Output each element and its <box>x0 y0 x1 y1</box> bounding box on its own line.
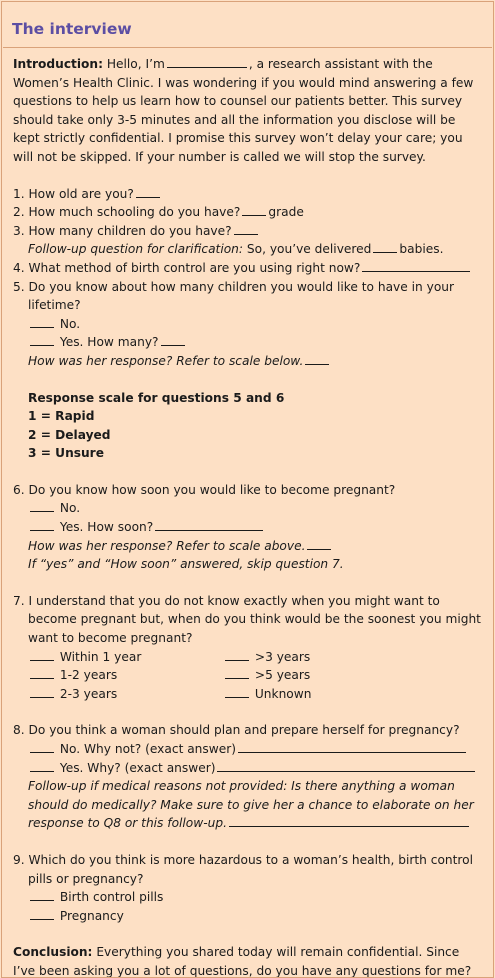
question-3 <box>13 222 483 241</box>
question-8-followup <box>13 777 483 833</box>
scale-heading: Response scale for questions 5 and 6 <box>28 390 285 405</box>
q5-no-blank[interactable] <box>30 315 54 328</box>
children-blank[interactable] <box>234 222 258 235</box>
interview-content <box>13 55 483 978</box>
question-3-followup <box>13 240 483 259</box>
age-blank[interactable] <box>136 185 160 198</box>
q6-response-blank[interactable] <box>307 537 331 550</box>
q5-yes-blank[interactable] <box>30 333 54 346</box>
grade-label: grade <box>268 205 304 220</box>
spacer <box>13 463 483 481</box>
spacer <box>13 833 483 851</box>
followup-text-a: So, you’ve delivered <box>246 242 372 257</box>
q7-option-label: 2-3 years <box>59 686 118 701</box>
question-7: 7. I understand that you do not know exactly when you might want to become pregnant but, when do you think would be the soonest you might want to become pregnant? <box>13 593 481 646</box>
question-9: 9. Which do you think is more hazardous to a woman’s health, birth control pills or pregnancy? <box>13 852 474 886</box>
spacer <box>13 574 483 592</box>
followup-text-b: babies. <box>399 242 444 257</box>
question-8: 8. Do you think a woman should plan and prepare herself for pregnancy? <box>13 723 460 738</box>
scale-item-rapid: 1 = Rapid <box>28 409 95 424</box>
spacer <box>13 167 483 185</box>
spacer <box>13 371 483 389</box>
followup-label: Follow-up question for clarification: <box>28 242 244 257</box>
question-7-options <box>13 648 483 704</box>
q7-option-label: >5 years <box>254 668 311 683</box>
q5-yes-label: Yes. How many? <box>59 335 159 350</box>
scale-item-delayed: 2 = Delayed <box>28 427 111 442</box>
spacer <box>13 925 483 943</box>
birth-control-blank[interactable] <box>362 259 470 272</box>
q7-option <box>223 685 418 704</box>
q7-option <box>28 648 223 667</box>
question-4-text: 4. What method of birth control are you using right now? <box>13 260 361 275</box>
question-9-option-pregnancy <box>13 907 483 926</box>
question-3-text: 3. How many children do you have? <box>13 223 232 238</box>
page-title: The interview <box>12 20 132 38</box>
question-5: 5. Do you know about how many children you would like to have in your lifetime? <box>13 279 455 313</box>
question-2 <box>13 203 483 222</box>
q7-blank[interactable] <box>30 648 54 661</box>
q8-why-blank[interactable] <box>217 759 475 772</box>
q8-no-blank[interactable] <box>30 740 54 753</box>
q6-how-soon-blank[interactable] <box>155 518 263 531</box>
q7-blank[interactable] <box>225 685 249 698</box>
q6-yes-label: Yes. How soon? <box>59 520 154 535</box>
scale-item-unsure: 3 = Unsure <box>28 446 104 461</box>
q7-blank[interactable] <box>30 685 54 698</box>
q5-response-blank[interactable] <box>305 352 329 365</box>
q7-option <box>28 666 223 685</box>
q8-yes-blank[interactable] <box>30 759 54 772</box>
question-1-text: 1. How old are you? <box>13 186 134 201</box>
response-scale <box>13 389 483 463</box>
q9-pregnancy-blank[interactable] <box>30 907 54 920</box>
q7-option <box>223 648 418 667</box>
q7-option-label: 1-2 years <box>59 668 118 683</box>
q8-followup-text: Follow-up if medical reasons not provided: Is there anything a woman should do medically? Make sure to give her a chance to elaborate on her response to Q8 or this follow-up. <box>28 779 474 831</box>
q6-no-blank[interactable] <box>30 499 54 512</box>
q6-no-label: No. <box>59 501 81 516</box>
q6-response-text: How was her response? Refer to scale above. <box>28 538 306 553</box>
q8-why-not-blank[interactable] <box>238 740 466 753</box>
question-6-response <box>13 537 483 556</box>
question-6-no-option <box>13 499 483 518</box>
introduction-paragraph <box>13 55 483 167</box>
q8-yes-label: Yes. Why? (exact answer) <box>59 760 216 775</box>
q7-option <box>28 685 223 704</box>
conclusion-paragraph <box>13 943 483 978</box>
introduction-label: Introduction: <box>13 57 103 71</box>
schooling-blank[interactable] <box>242 203 266 216</box>
question-6-skip-note <box>13 555 483 574</box>
question-8-yes-option <box>13 759 483 778</box>
q9-pills-label: Birth control pills <box>59 890 164 905</box>
q5-how-many-blank[interactable] <box>161 333 185 346</box>
introduction-text-a: Hello, I’m <box>106 57 165 71</box>
q9-pregnancy-label: Pregnancy <box>59 908 124 923</box>
q9-pills-blank[interactable] <box>30 888 54 901</box>
title-divider <box>3 47 492 48</box>
q7-option-label: Unknown <box>254 686 312 701</box>
question-5-no-option <box>13 315 483 334</box>
conclusion-label: Conclusion: <box>13 945 93 960</box>
question-8-no-option <box>13 740 483 759</box>
interview-panel <box>1 1 494 978</box>
babies-blank[interactable] <box>373 240 397 253</box>
q6-yes-blank[interactable] <box>30 518 54 531</box>
question-4 <box>13 259 483 278</box>
introduction-text-b: , a research assistant with the Women’s Health Clinic. I was wondering if you would mind answering a few questions to help us learn how to counsel our patients better. This survey should take only 3-5 minutes and all the information you disclose will be kept strictly confidential. I promise this survey won’t delay your care; you will not be skipped. If your number is called we will stop the survey. <box>13 57 474 164</box>
question-6-yes-option <box>13 518 483 537</box>
q7-blank[interactable] <box>30 666 54 679</box>
q7-option <box>223 666 418 685</box>
q5-response-text: How was her response? Refer to scale below. <box>28 353 304 368</box>
q7-blank[interactable] <box>225 666 249 679</box>
q8-no-label: No. Why not? (exact answer) <box>59 742 236 756</box>
spacer <box>13 703 483 721</box>
name-blank[interactable] <box>167 55 247 68</box>
question-2-text: 2. How much schooling do you have? <box>13 205 241 220</box>
q7-options-right <box>223 648 418 704</box>
question-1 <box>13 185 483 204</box>
q8-followup-blank[interactable] <box>229 814 469 827</box>
question-5-yes-option <box>13 333 483 352</box>
question-5-response <box>13 352 483 371</box>
q7-options-left <box>28 648 223 704</box>
q7-option-label: Within 1 year <box>59 649 142 664</box>
q5-no-label: No. <box>59 316 81 331</box>
q7-option-label: >3 years <box>254 649 311 664</box>
q6-skip-text: If “yes” and “How soon” answered, skip question 7. <box>28 557 344 572</box>
question-9-option-pills <box>13 888 483 907</box>
q7-blank[interactable] <box>225 648 249 661</box>
question-6: 6. Do you know how soon you would like to become pregnant? <box>13 482 396 497</box>
conclusion-text: Everything you shared today will remain confidential. Since I’ve been asking you a lot of questions, do you have any questions for me? <box>13 945 472 978</box>
